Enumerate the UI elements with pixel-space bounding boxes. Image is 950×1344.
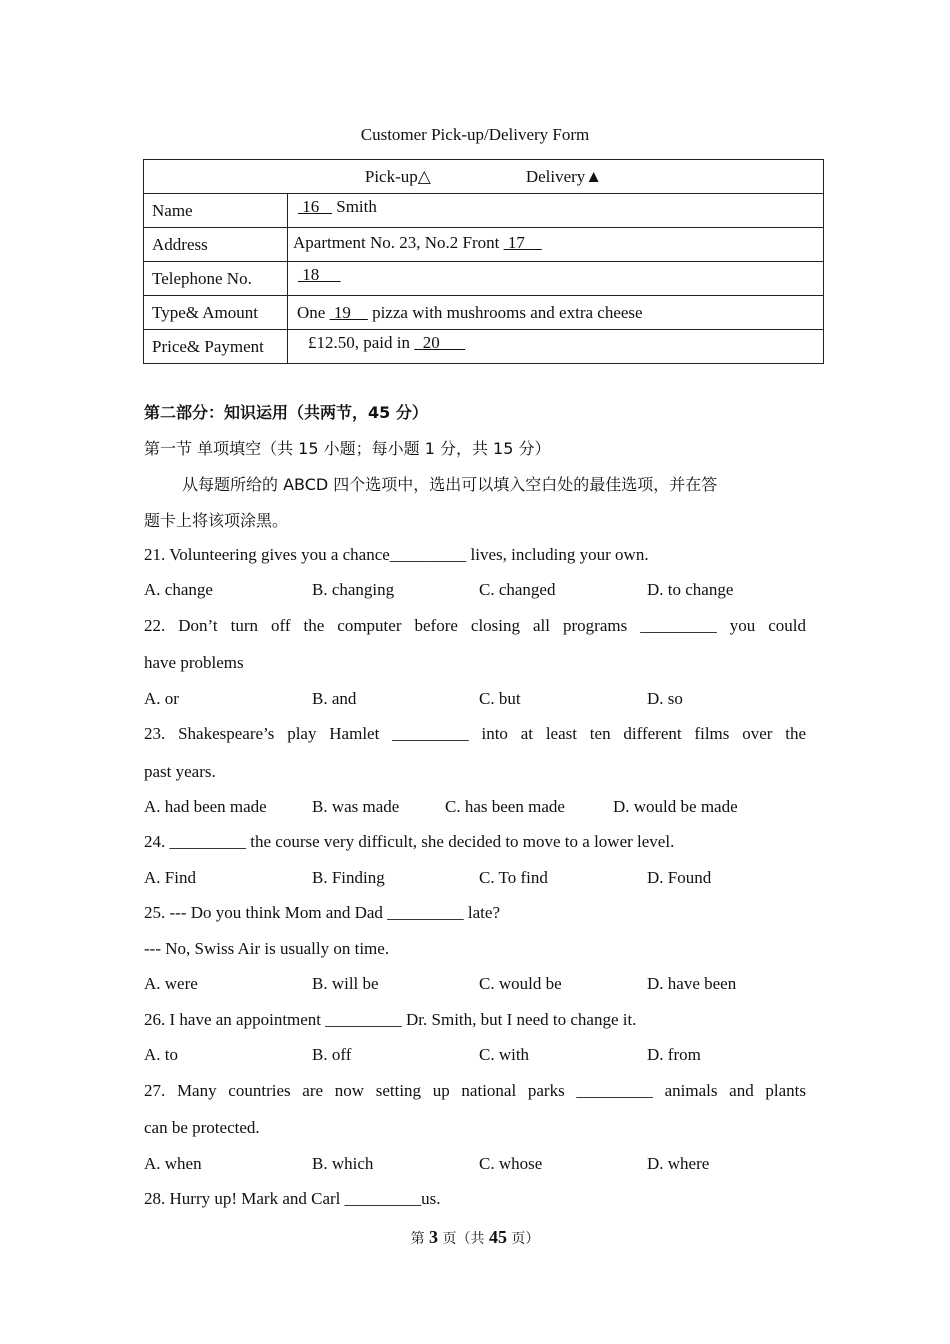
question-23: 23. Shakespeare’s play Hamlet _________ into at least ten different films over the (144, 724, 806, 743)
option-a: A. change (144, 580, 213, 599)
option-b: B. will be (312, 974, 379, 993)
instruction-line-2: 题卡上将该项涂黑。 (144, 511, 289, 530)
options-26 (144, 1045, 824, 1069)
option-c: C. with (479, 1045, 530, 1064)
question-28: 28. Hurry up! Mark and Carl _________us. (144, 1189, 441, 1208)
pickup-option: Pick-up△ (364, 166, 431, 186)
options-25 (144, 974, 824, 998)
option-c: C. has been made (445, 797, 565, 816)
option-b: B. was made (312, 797, 400, 816)
form-row-type-amount: Type& Amount One 19 pizza with mushrooms and extra cheese (144, 296, 824, 330)
option-c: C. but (479, 689, 521, 708)
question-24: 24. _________ the course very difficult, she decided to move to a lower level. (144, 832, 675, 851)
row-label: Price& Payment (144, 330, 288, 364)
form-row-price-payment: Price& Payment £12.50, paid in 20 (144, 330, 824, 364)
option-c: C. changed (479, 580, 556, 599)
row-label: Address (144, 228, 288, 262)
instruction-line-1: 从每题所给的 ABCD 四个选项中，选出可以填入空白处的最佳选项，并在答 (182, 475, 718, 494)
option-b: B. changing (312, 580, 395, 599)
blank-17: 17 (503, 232, 542, 252)
options-23 (144, 797, 824, 821)
row-label: Telephone No. (144, 262, 288, 296)
delivery-option: Delivery▲ (525, 166, 603, 186)
part-heading: 第二部分：知识运用（共两节，45 分） (144, 403, 428, 422)
question-25: 25. --- Do you think Mom and Dad _________ late? (144, 903, 500, 922)
option-b: B. Finding (312, 868, 385, 887)
page-footer: 第 3 页（共 45 页） (410, 1227, 540, 1247)
form-row-name: Name 16 Smith (144, 194, 824, 228)
option-b: B. which (312, 1154, 374, 1173)
option-d: D. Found (647, 868, 712, 887)
section-heading: 第一节 单项填空（共 15 小题；每小题 1 分，共 15 分） (144, 439, 551, 458)
page-number: 3 (429, 1227, 439, 1247)
option-b: B. and (312, 689, 357, 708)
option-d: D. so (647, 689, 683, 708)
option-c: C. would be (479, 974, 562, 993)
option-d: D. have been (647, 974, 737, 993)
option-c: C. whose (479, 1154, 543, 1173)
option-a: A. had been made (144, 797, 267, 816)
question-22-cont: have problems (144, 653, 244, 672)
row-label: Name (144, 194, 288, 228)
form-header-row (144, 160, 824, 194)
question-27: 27. Many countries are now setting up national parks _________ animals and plants (144, 1081, 806, 1100)
question-26: 26. I have an appointment _________ Dr. Smith, but I need to change it. (144, 1010, 637, 1029)
option-d: D. to change (647, 580, 734, 599)
options-27 (144, 1154, 824, 1178)
question-22: 22. Don’t turn off the computer before closing all programs _________ you could (144, 616, 806, 635)
option-a: A. were (144, 974, 198, 993)
options-21 (144, 580, 824, 604)
option-b: B. off (312, 1045, 352, 1064)
question-27-cont: can be protected. (144, 1118, 260, 1137)
option-a: A. or (144, 689, 179, 708)
page-total: 45 (488, 1227, 507, 1247)
question-25-cont: --- No, Swiss Air is usually on time. (144, 939, 390, 958)
row-label: Type& Amount (144, 296, 288, 330)
blank-18: 18 (298, 264, 341, 284)
form-row-telephone (144, 262, 824, 296)
option-a: A. Find (144, 868, 196, 887)
option-d: D. would be made (613, 797, 738, 816)
options-22 (144, 689, 824, 713)
option-a: A. when (144, 1154, 202, 1173)
option-c: C. To find (479, 868, 548, 887)
blank-20: 20 (414, 332, 466, 352)
question-21: 21. Volunteering gives you a chance_________ lives, including your own. (144, 545, 649, 564)
option-a: A. to (144, 1045, 178, 1064)
option-d: D. where (647, 1154, 710, 1173)
form-row-address: Address Apartment No. 23, No.2 Front 17 (144, 228, 824, 262)
blank-16: 16 (298, 196, 332, 216)
option-d: D. from (647, 1045, 701, 1064)
options-24 (144, 868, 824, 892)
blank-19: 19 (329, 302, 368, 322)
pickup-delivery-form (143, 159, 824, 364)
question-23-cont: past years. (144, 762, 216, 781)
form-title: Customer Pick-up/Delivery Form (360, 125, 590, 144)
